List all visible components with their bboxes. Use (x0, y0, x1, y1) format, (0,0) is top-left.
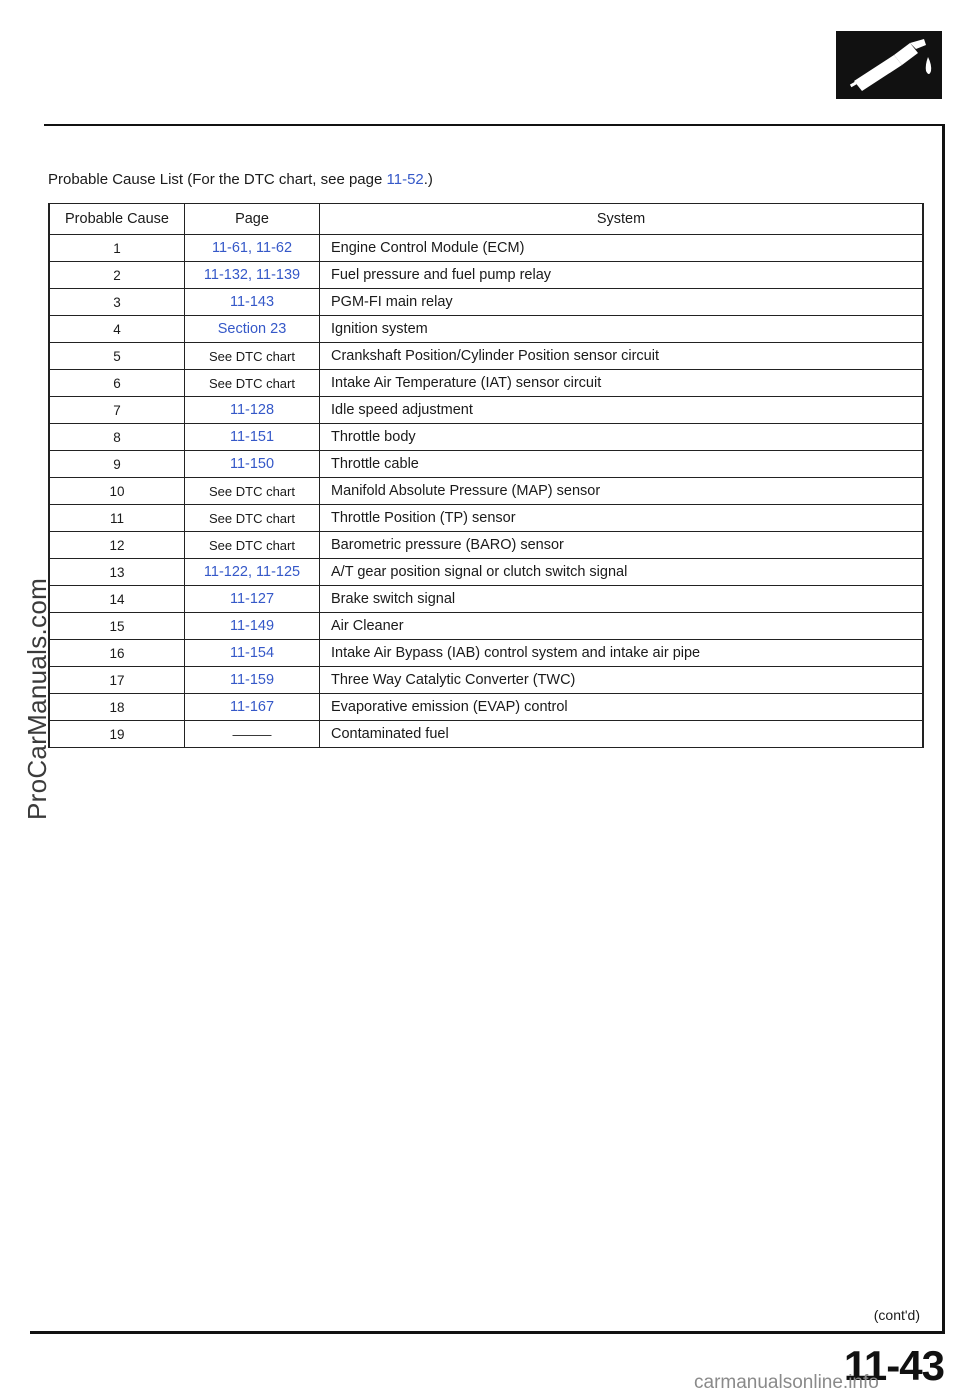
table-row (49, 397, 923, 424)
system-name: Throttle cable (320, 451, 924, 478)
cause-number: 6 (49, 370, 185, 397)
system-name: Throttle Position (TP) sensor (320, 505, 924, 532)
system-name: Throttle body (320, 424, 924, 451)
table-row (49, 640, 923, 667)
page-reference-link[interactable]: 11-167 (185, 694, 320, 721)
table-row (49, 721, 923, 748)
intro-suffix: .) (423, 171, 433, 188)
table-row (49, 424, 923, 451)
page-reference: See DTC chart (185, 478, 320, 505)
system-name: Three Way Catalytic Converter (TWC) (320, 667, 924, 694)
header-system: System (320, 204, 924, 235)
table-row (49, 505, 923, 532)
cause-number: 8 (49, 424, 185, 451)
cause-number: 2 (49, 262, 185, 289)
cause-number: 17 (49, 667, 185, 694)
cause-number: 12 (49, 532, 185, 559)
table-row (49, 235, 923, 262)
system-name: A/T gear position signal or clutch switch signal (320, 559, 924, 586)
cause-number: 14 (49, 586, 185, 613)
cause-number: 3 (49, 289, 185, 316)
table-row (49, 694, 923, 721)
table-row (49, 289, 923, 316)
table-row (49, 586, 923, 613)
cause-number: 9 (49, 451, 185, 478)
page-reference-link[interactable]: 11-143 (185, 289, 320, 316)
table-row (49, 532, 923, 559)
page-reference-link[interactable]: 11-132, 11-139 (185, 262, 320, 289)
cause-number: 18 (49, 694, 185, 721)
table-row (49, 478, 923, 505)
system-name: Crankshaft Position/Cylinder Position sensor circuit (320, 343, 924, 370)
system-name: Intake Air Bypass (IAB) control system and intake air pipe (320, 640, 924, 667)
page-reference-link[interactable]: 11-159 (185, 667, 320, 694)
table-row (49, 451, 923, 478)
system-name: Idle speed adjustment (320, 397, 924, 424)
page-reference: See DTC chart (185, 505, 320, 532)
cause-number: 15 (49, 613, 185, 640)
cause-number: 1 (49, 235, 185, 262)
table-header-row (49, 204, 923, 235)
cause-number: 11 (49, 505, 185, 532)
page-reference: See DTC chart (185, 532, 320, 559)
frame-right-rule (942, 124, 945, 1333)
system-name: Air Cleaner (320, 613, 924, 640)
header-probable-cause: Probable Cause (49, 204, 185, 235)
page-reference-link[interactable]: 11-150 (185, 451, 320, 478)
table-row (49, 343, 923, 370)
system-name: Engine Control Module (ECM) (320, 235, 924, 262)
system-name: Ignition system (320, 316, 924, 343)
page-reference: See DTC chart (185, 370, 320, 397)
cause-number: 10 (49, 478, 185, 505)
page-reference-link[interactable]: 11-128 (185, 397, 320, 424)
table-row (49, 613, 923, 640)
probable-cause-table (48, 203, 924, 748)
system-name: Barometric pressure (BARO) sensor (320, 532, 924, 559)
table-row (49, 262, 923, 289)
page-number: 11-43 (843, 1342, 944, 1389)
system-name: Fuel pressure and fuel pump relay (320, 262, 924, 289)
system-name: Contaminated fuel (320, 721, 924, 748)
table-row (49, 667, 923, 694)
footer-site-mark: carmanualsonline.info (694, 1372, 879, 1393)
cause-number: 4 (49, 316, 185, 343)
system-name: Evaporative emission (EVAP) control (320, 694, 924, 721)
header-page: Page (185, 204, 320, 235)
cause-number: 19 (49, 721, 185, 748)
frame-top-rule (44, 124, 944, 126)
system-name: Manifold Absolute Pressure (MAP) sensor (320, 478, 924, 505)
watermark: ProCarManuals.com (22, 577, 52, 820)
page-reference-link[interactable]: 11-154 (185, 640, 320, 667)
cause-number: 7 (49, 397, 185, 424)
system-name: Intake Air Temperature (IAT) sensor circuit (320, 370, 924, 397)
page-reference-link[interactable]: 11-149 (185, 613, 320, 640)
cause-number: 16 (49, 640, 185, 667)
table-row (49, 316, 923, 343)
page-reference-link[interactable]: Section 23 (185, 316, 320, 343)
cause-number: 13 (49, 559, 185, 586)
table-row (49, 370, 923, 397)
frame-bottom-rule (30, 1331, 945, 1334)
intro-text: Probable Cause List (For the DTC chart, see page (48, 171, 387, 188)
dtc-chart-page-link[interactable]: 11-52 (386, 171, 424, 188)
page-reference-link[interactable]: 11-127 (185, 586, 320, 613)
page-reference-link[interactable]: 11-61, 11-62 (185, 235, 320, 262)
page-reference: See DTC chart (185, 343, 320, 370)
system-name: PGM-FI main relay (320, 289, 924, 316)
page-reference: ——— (185, 721, 320, 748)
page-reference-link[interactable]: 11-151 (185, 424, 320, 451)
continued-label: (cont'd) (873, 1307, 920, 1323)
system-name: Brake switch signal (320, 586, 924, 613)
table-row (49, 559, 923, 586)
fuel-nozzle-icon (836, 31, 942, 99)
cause-number: 5 (49, 343, 185, 370)
page-reference-link[interactable]: 11-122, 11-125 (185, 559, 320, 586)
intro-line (48, 171, 433, 188)
